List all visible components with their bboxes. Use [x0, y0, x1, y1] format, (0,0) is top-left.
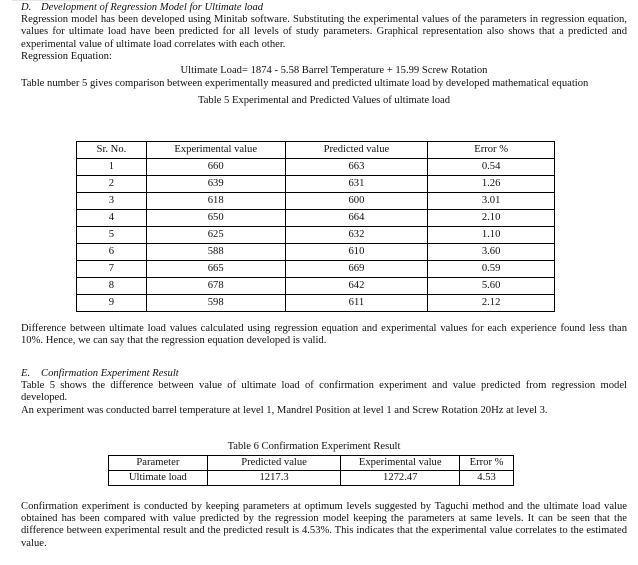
- table-cell: 5: [77, 227, 147, 244]
- table-cell: 631: [285, 176, 428, 193]
- table-row: [77, 193, 555, 210]
- table-cell: Ultimate load: [109, 471, 208, 486]
- table-cell: 9: [77, 295, 147, 312]
- table-cell: 6: [77, 244, 147, 261]
- table-cell: 1: [77, 159, 147, 176]
- conclusion-paragraph: Confirmation experiment is conducted by keeping parameters at optimum levels suggested by Taguchi method and the ultimate load value obtained has been compared with value predicted by the regression model keeping the parameters at same levels. It can be seen that the difference between experimental result and the predicted result is 4.53%. This indicates that the experimental value correlates to the estimated value.: [21, 501, 627, 549]
- table-cell: 625: [146, 227, 285, 244]
- table-cell: 660: [146, 159, 285, 176]
- table6-header: Predicted value: [207, 456, 341, 471]
- table6-header: Parameter: [109, 456, 208, 471]
- table-row: [77, 278, 555, 295]
- table-cell: 4.53: [460, 471, 514, 486]
- section-e-title: Confirmation Experiment Result: [41, 368, 179, 379]
- table-cell: 2.12: [428, 295, 555, 312]
- table-row: [77, 159, 555, 176]
- table-cell: 1.10: [428, 227, 555, 244]
- table-cell: 1272.47: [341, 471, 460, 486]
- section-d-heading: [21, 2, 627, 14]
- table-row: [77, 295, 555, 312]
- equation-label: Regression Equation:: [21, 50, 112, 62]
- table-cell: 665: [146, 261, 285, 278]
- section-e-label: E.: [21, 368, 31, 379]
- table-row: [77, 244, 555, 261]
- section-d-label: D.: [21, 2, 32, 13]
- table-cell: 3.60: [428, 244, 555, 261]
- table6: [108, 455, 514, 486]
- table-row: [77, 227, 555, 244]
- table-cell: 0.54: [428, 159, 555, 176]
- table6-header-row: [109, 456, 514, 471]
- table-cell: 650: [146, 210, 285, 227]
- table6-header: Experimental value: [341, 456, 460, 471]
- difference-paragraph: Difference between ultimate load values calculated using regression equation and experimental values for each experience found less than 10%. Hence, we can say that the regression equation developed is valid.: [21, 323, 627, 347]
- table-cell: 610: [285, 244, 428, 261]
- section-e: [21, 368, 627, 417]
- section-e-paragraph-1: Table 5 shows the difference between value of ultimate load of confirmation experiment and value predicted from regression model developed.: [21, 380, 627, 404]
- section-e-paragraph-2: An experiment was conducted barrel temperature at level 1, Mandrel Position at level 1 and Screw Rotation 20Hz at level 3.: [21, 404, 548, 416]
- table-cell: 663: [285, 159, 428, 176]
- table-cell: 2.10: [428, 210, 555, 227]
- table-cell: 664: [285, 210, 428, 227]
- table-cell: 3: [77, 193, 147, 210]
- table-cell: 598: [146, 295, 285, 312]
- top-divider: [12, 0, 90, 1]
- table-row: [77, 210, 555, 227]
- section-d: [21, 2, 627, 108]
- table5-header: Error %: [428, 142, 555, 159]
- table-cell: 1217.3: [207, 471, 341, 486]
- difference-block: [21, 323, 627, 347]
- table6-header: Error %: [460, 456, 514, 471]
- table-cell: 588: [146, 244, 285, 261]
- table-cell: 7: [77, 261, 147, 278]
- table-cell: 611: [285, 295, 428, 312]
- table-cell: 632: [285, 227, 428, 244]
- table6-caption-wrap: [21, 441, 627, 453]
- table5-header: Sr. No.: [77, 142, 147, 159]
- table5-header-row: [77, 142, 555, 159]
- table-row: [109, 471, 514, 486]
- table5-header: Experimental value: [146, 142, 285, 159]
- table-cell: 678: [146, 278, 285, 295]
- conclusion-block: [21, 501, 627, 550]
- table-cell: 0.59: [428, 261, 555, 278]
- table-row: [77, 176, 555, 193]
- table-cell: 669: [285, 261, 428, 278]
- table5: [76, 141, 555, 312]
- table-cell: 600: [285, 193, 428, 210]
- section-d-paragraph: Regression model has been developed using Minitab software. Substituting the experimental values of the parameters in regression equation, values for ultimate load have been predicted for all levels of study parameters. Graphical representation also shows that a predicted and experimental value of ultimate load correlates with each other.: [21, 14, 627, 50]
- table5-header: Predicted value: [285, 142, 428, 159]
- table5-caption: Table 5 Experimental and Predicted Values of ultimate load: [197, 95, 451, 107]
- table-cell: 639: [146, 176, 285, 193]
- table5-intro: Table number 5 gives comparison between experimentally measured and predicted ultimate load by developed mathematical equation: [21, 78, 589, 90]
- table6-caption: Table 6 Confirmation Experiment Result: [227, 441, 401, 452]
- section-e-heading: [21, 368, 627, 380]
- table-cell: 3.01: [428, 193, 555, 210]
- table-cell: 8: [77, 278, 147, 295]
- table-cell: 4: [77, 210, 147, 227]
- regression-equation: Ultimate Load= 1874 - 5.58 Barrel Temperature + 15.99 Screw Rotation: [180, 65, 488, 77]
- table-cell: 2: [77, 176, 147, 193]
- section-d-title: Development of Regression Model for Ultimate load: [41, 2, 264, 13]
- table-cell: 618: [146, 193, 285, 210]
- table-cell: 1.26: [428, 176, 555, 193]
- table-row: [77, 261, 555, 278]
- table-cell: 642: [285, 278, 428, 295]
- table-cell: 5.60: [428, 278, 555, 295]
